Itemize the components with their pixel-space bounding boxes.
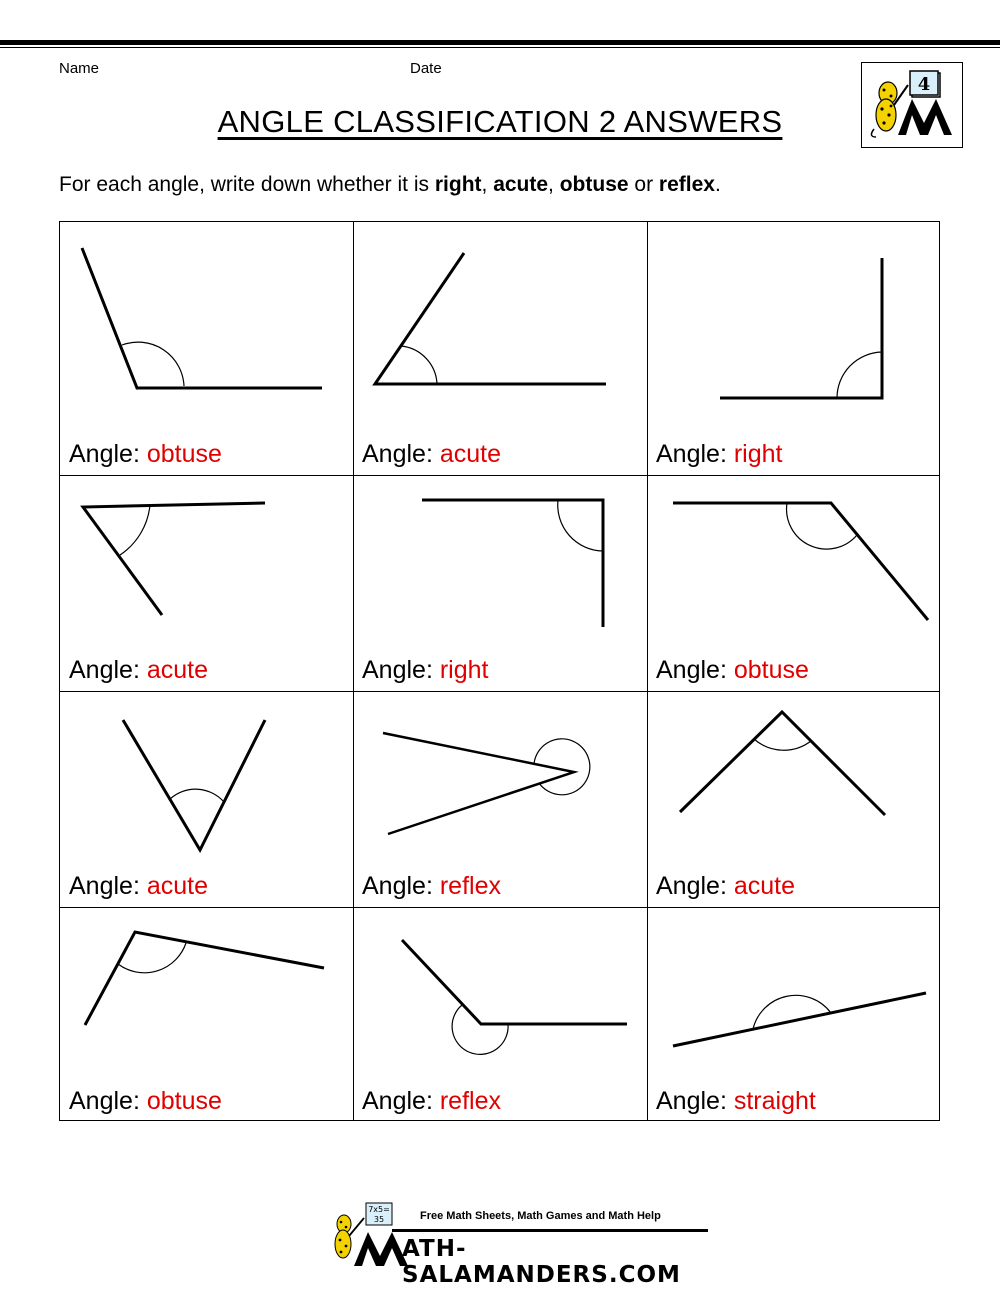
angle-label [362,872,501,901]
top-rule-thin [0,47,1000,48]
angle-label [69,872,208,901]
angle-prefix: Angle: [656,1087,734,1115]
angle-answer: acute [146,872,209,900]
instructions-suffix: . [714,173,721,196]
angle-cell [647,222,941,475]
angle-answer: obtuse [733,656,809,684]
angle-label [656,1087,816,1116]
angle-label [69,1087,222,1116]
instructions-right: right [434,173,482,196]
angle-cell [353,222,647,475]
angle-cell [60,907,353,1122]
angle-grid [59,221,940,1121]
page-title: ANGLE CLASSIFICATION 2 ANSWERS [217,104,783,139]
footer-site-name: ATH-SALAMANDERS.COM [402,1236,681,1288]
angle-cell [60,222,353,475]
angle-label [656,872,795,901]
angle-cell [353,475,647,691]
angle-answer: right [439,656,489,684]
angle-cell [647,691,941,907]
angle-diagram [353,222,647,475]
angle-answer: right [733,440,783,468]
angle-label [362,440,501,469]
angle-answer: acute [733,872,796,900]
angle-label [69,440,222,469]
angle-cell [60,475,353,691]
angle-cell [353,691,647,907]
name-label: Name [59,60,100,77]
angle-label [656,656,809,685]
angle-cell [647,475,941,691]
angle-prefix: Angle: [362,656,440,684]
angle-prefix: Angle: [362,872,440,900]
angle-cell [60,691,353,907]
grade-badge: 4 [917,74,931,95]
instructions-sep: or [628,173,659,196]
angle-prefix: Angle: [656,440,734,468]
angle-answer: obtuse [146,1087,222,1115]
angle-cell [353,907,647,1122]
angle-label [362,1087,501,1116]
angle-answer: reflex [439,872,501,900]
angle-label [656,440,782,469]
angle-prefix: Angle: [362,440,440,468]
date-label: Date [410,60,442,77]
angle-answer: acute [146,656,209,684]
angle-answer: obtuse [146,440,222,468]
footer-tagline: Free Math Sheets, Math Games and Math Help [420,1210,661,1222]
angle-diagram [647,222,941,475]
angle-answer: acute [439,440,502,468]
instructions-sep: , [548,173,560,196]
angle-answer: reflex [439,1087,501,1115]
angle-label [69,656,208,685]
svg-text:35: 35 [373,1215,385,1224]
top-rule [0,40,1000,45]
instructions-prefix: For each angle, write down whether it is [59,173,435,196]
angle-answer: straight [733,1087,816,1115]
angle-prefix: Angle: [69,1087,147,1115]
angle-prefix: Angle: [656,872,734,900]
angle-label [362,656,488,685]
footer-logo [326,1200,726,1288]
footer-rule [392,1229,708,1232]
instructions [59,173,721,197]
angle-prefix: Angle: [69,440,147,468]
instructions-reflex: reflex [658,173,715,196]
angle-diagram [60,222,353,475]
instructions-obtuse: obtuse [559,173,629,196]
angle-prefix: Angle: [362,1087,440,1115]
svg-text:7x5=: 7x5= [368,1205,390,1214]
angle-cell [647,907,941,1122]
angle-prefix: Angle: [656,656,734,684]
instructions-sep: , [481,173,494,196]
angle-prefix: Angle: [69,656,147,684]
instructions-acute: acute [493,173,549,196]
angle-prefix: Angle: [69,872,147,900]
